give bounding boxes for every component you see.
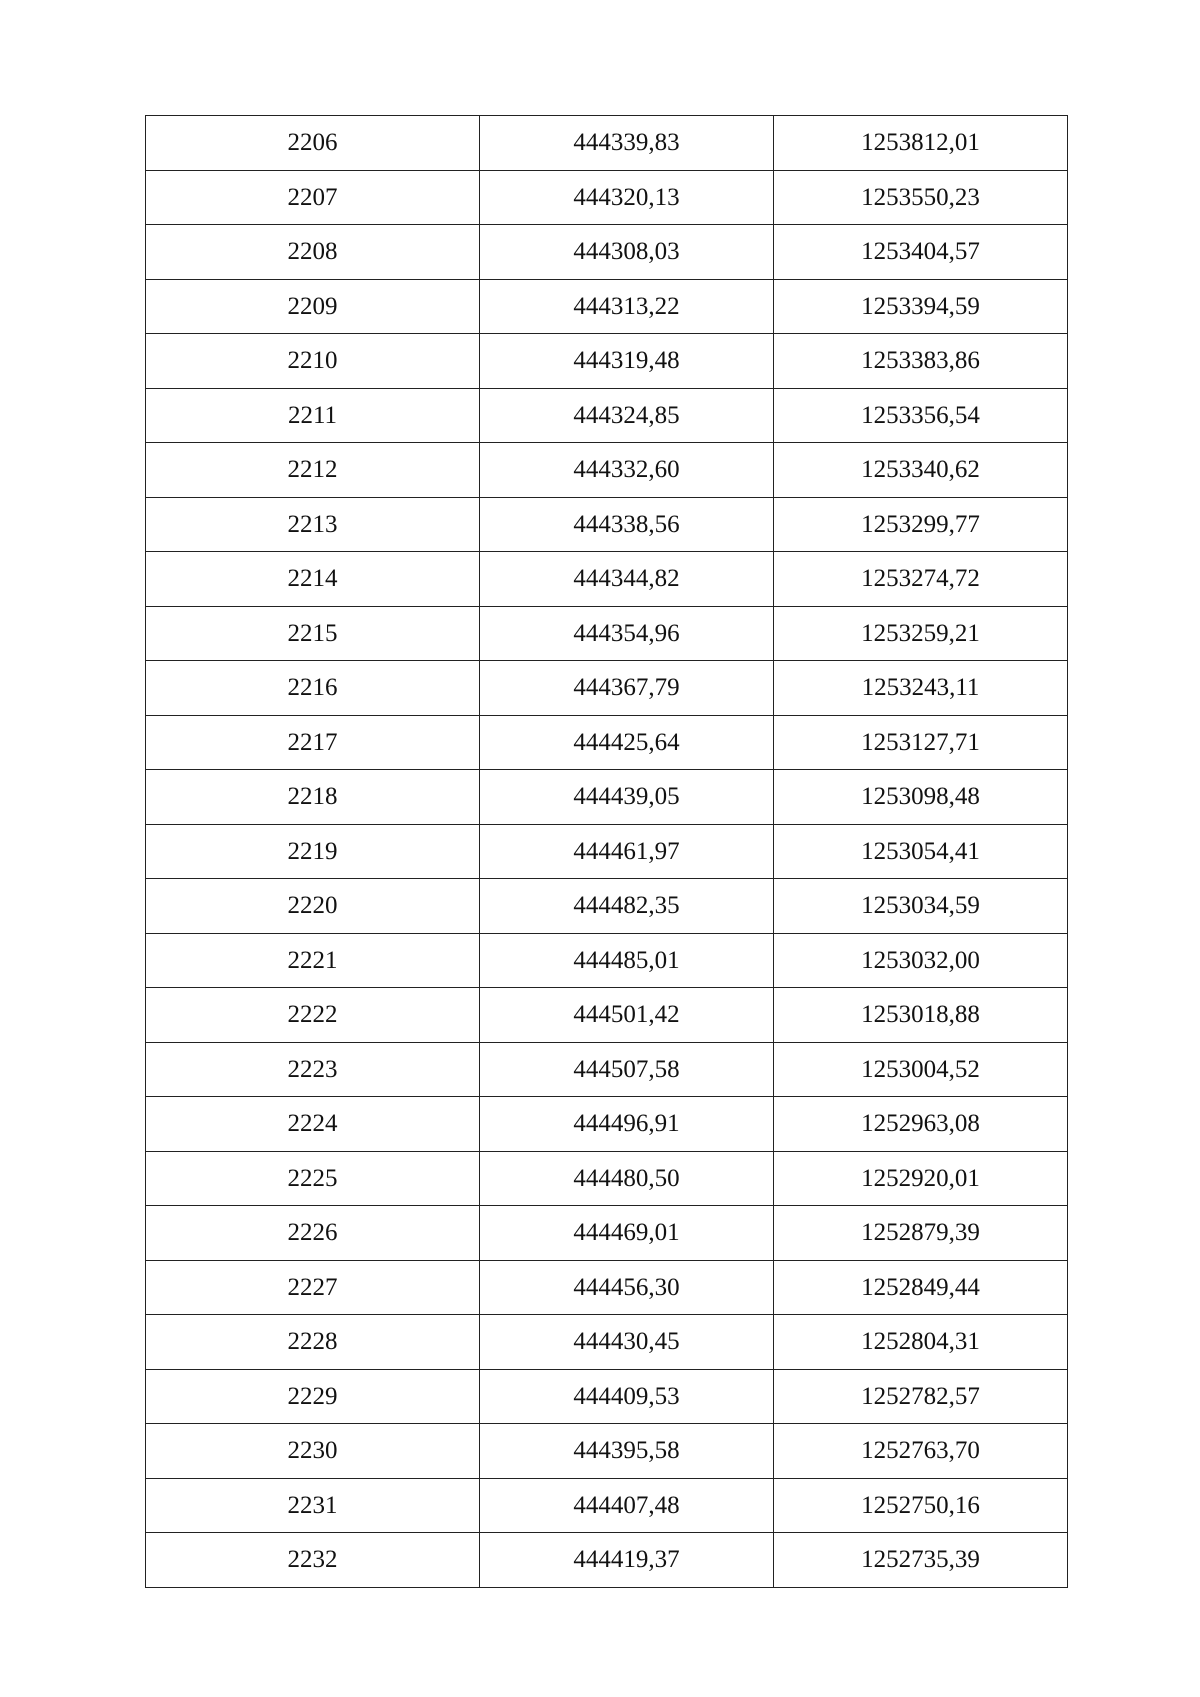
- table-row: [146, 988, 1068, 1043]
- y-coordinate-cell: 1253356,54: [774, 388, 1068, 443]
- y-coordinate-cell: 1252763,70: [774, 1424, 1068, 1479]
- coordinates-table-body: [146, 116, 1068, 1588]
- y-coordinate-cell: 1253404,57: [774, 225, 1068, 280]
- table-row: [146, 1097, 1068, 1152]
- point-number-cell: 2230: [146, 1424, 480, 1479]
- table-row: [146, 1042, 1068, 1097]
- x-coordinate-cell: 444344,82: [480, 552, 774, 607]
- x-coordinate-cell: 444339,83: [480, 116, 774, 171]
- x-coordinate-cell: 444425,64: [480, 715, 774, 770]
- point-number-cell: 2213: [146, 497, 480, 552]
- table-row: [146, 879, 1068, 934]
- x-coordinate-cell: 444409,53: [480, 1369, 774, 1424]
- y-coordinate-cell: 1252849,44: [774, 1260, 1068, 1315]
- point-number-cell: 2220: [146, 879, 480, 934]
- y-coordinate-cell: 1253054,41: [774, 824, 1068, 879]
- table-row: [146, 661, 1068, 716]
- y-coordinate-cell: 1252920,01: [774, 1151, 1068, 1206]
- table-row: [146, 1478, 1068, 1533]
- table-row: [146, 170, 1068, 225]
- x-coordinate-cell: 444496,91: [480, 1097, 774, 1152]
- table-row: [146, 116, 1068, 171]
- point-number-cell: 2221: [146, 933, 480, 988]
- table-row: [146, 1424, 1068, 1479]
- y-coordinate-cell: 1252963,08: [774, 1097, 1068, 1152]
- point-number-cell: 2226: [146, 1206, 480, 1261]
- x-coordinate-cell: 444319,48: [480, 334, 774, 389]
- point-number-cell: 2217: [146, 715, 480, 770]
- point-number-cell: 2228: [146, 1315, 480, 1370]
- point-number-cell: 2219: [146, 824, 480, 879]
- y-coordinate-cell: 1253127,71: [774, 715, 1068, 770]
- y-coordinate-cell: 1252804,31: [774, 1315, 1068, 1370]
- x-coordinate-cell: 444324,85: [480, 388, 774, 443]
- point-number-cell: 2215: [146, 606, 480, 661]
- point-number-cell: 2225: [146, 1151, 480, 1206]
- table-row: [146, 388, 1068, 443]
- coordinates-table: [145, 115, 1068, 1588]
- y-coordinate-cell: 1253394,59: [774, 279, 1068, 334]
- x-coordinate-cell: 444482,35: [480, 879, 774, 934]
- y-coordinate-cell: 1253299,77: [774, 497, 1068, 552]
- table-row: [146, 824, 1068, 879]
- table-row: [146, 1151, 1068, 1206]
- y-coordinate-cell: 1252782,57: [774, 1369, 1068, 1424]
- table-row: [146, 606, 1068, 661]
- y-coordinate-cell: 1253034,59: [774, 879, 1068, 934]
- point-number-cell: 2231: [146, 1478, 480, 1533]
- x-coordinate-cell: 444461,97: [480, 824, 774, 879]
- x-coordinate-cell: 444485,01: [480, 933, 774, 988]
- x-coordinate-cell: 444430,45: [480, 1315, 774, 1370]
- y-coordinate-cell: 1253018,88: [774, 988, 1068, 1043]
- x-coordinate-cell: 444456,30: [480, 1260, 774, 1315]
- y-coordinate-cell: 1252735,39: [774, 1533, 1068, 1588]
- y-coordinate-cell: 1253383,86: [774, 334, 1068, 389]
- x-coordinate-cell: 444367,79: [480, 661, 774, 716]
- y-coordinate-cell: 1253812,01: [774, 116, 1068, 171]
- y-coordinate-cell: 1253259,21: [774, 606, 1068, 661]
- table-row: [146, 279, 1068, 334]
- table-row: [146, 1369, 1068, 1424]
- table-row: [146, 334, 1068, 389]
- table-row: [146, 770, 1068, 825]
- point-number-cell: 2211: [146, 388, 480, 443]
- point-number-cell: 2229: [146, 1369, 480, 1424]
- x-coordinate-cell: 444407,48: [480, 1478, 774, 1533]
- point-number-cell: 2212: [146, 443, 480, 498]
- table-row: [146, 1206, 1068, 1261]
- point-number-cell: 2224: [146, 1097, 480, 1152]
- point-number-cell: 2206: [146, 116, 480, 171]
- table-row: [146, 1533, 1068, 1588]
- table-row: [146, 1260, 1068, 1315]
- point-number-cell: 2209: [146, 279, 480, 334]
- y-coordinate-cell: 1253004,52: [774, 1042, 1068, 1097]
- point-number-cell: 2208: [146, 225, 480, 280]
- point-number-cell: 2232: [146, 1533, 480, 1588]
- point-number-cell: 2216: [146, 661, 480, 716]
- x-coordinate-cell: 444354,96: [480, 606, 774, 661]
- y-coordinate-cell: 1252879,39: [774, 1206, 1068, 1261]
- x-coordinate-cell: 444439,05: [480, 770, 774, 825]
- x-coordinate-cell: 444507,58: [480, 1042, 774, 1097]
- y-coordinate-cell: 1253098,48: [774, 770, 1068, 825]
- x-coordinate-cell: 444469,01: [480, 1206, 774, 1261]
- table-row: [146, 933, 1068, 988]
- point-number-cell: 2223: [146, 1042, 480, 1097]
- y-coordinate-cell: 1253340,62: [774, 443, 1068, 498]
- point-number-cell: 2210: [146, 334, 480, 389]
- table-row: [146, 225, 1068, 280]
- y-coordinate-cell: 1253274,72: [774, 552, 1068, 607]
- table-row: [146, 497, 1068, 552]
- point-number-cell: 2218: [146, 770, 480, 825]
- x-coordinate-cell: 444320,13: [480, 170, 774, 225]
- point-number-cell: 2207: [146, 170, 480, 225]
- table-row: [146, 443, 1068, 498]
- table-row: [146, 715, 1068, 770]
- table-row: [146, 552, 1068, 607]
- x-coordinate-cell: 444332,60: [480, 443, 774, 498]
- point-number-cell: 2227: [146, 1260, 480, 1315]
- x-coordinate-cell: 444419,37: [480, 1533, 774, 1588]
- table-row: [146, 1315, 1068, 1370]
- y-coordinate-cell: 1253032,00: [774, 933, 1068, 988]
- x-coordinate-cell: 444480,50: [480, 1151, 774, 1206]
- x-coordinate-cell: 444395,58: [480, 1424, 774, 1479]
- x-coordinate-cell: 444313,22: [480, 279, 774, 334]
- y-coordinate-cell: 1253550,23: [774, 170, 1068, 225]
- x-coordinate-cell: 444338,56: [480, 497, 774, 552]
- y-coordinate-cell: 1253243,11: [774, 661, 1068, 716]
- x-coordinate-cell: 444501,42: [480, 988, 774, 1043]
- point-number-cell: 2222: [146, 988, 480, 1043]
- y-coordinate-cell: 1252750,16: [774, 1478, 1068, 1533]
- point-number-cell: 2214: [146, 552, 480, 607]
- x-coordinate-cell: 444308,03: [480, 225, 774, 280]
